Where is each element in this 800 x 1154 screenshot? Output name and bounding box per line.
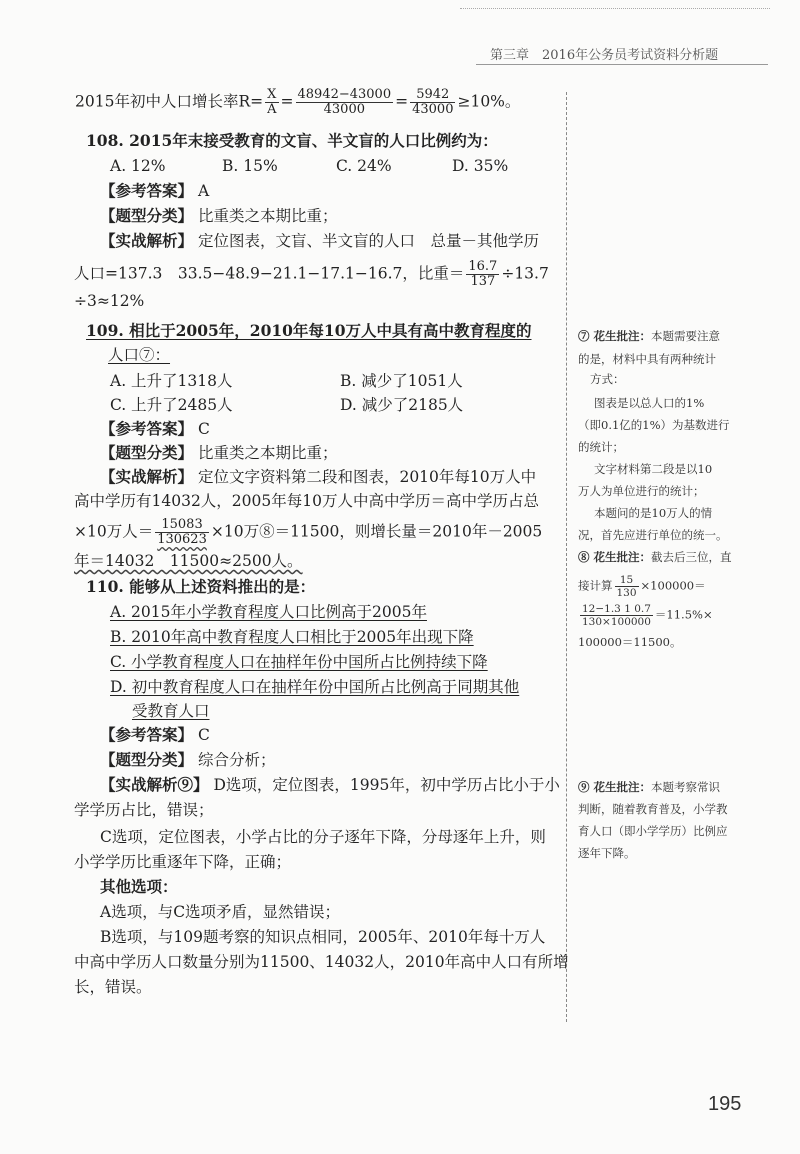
side-note-7-line2: 的是，材料中具有两种统计 bbox=[578, 352, 716, 366]
margin-divider bbox=[566, 92, 567, 1022]
side-note-7-line10: 况，首先应进行单位的统一。 bbox=[578, 528, 728, 542]
q110-analysis-line2: 学学历占比，错误； bbox=[74, 801, 214, 819]
q109-stem: 109. 相比于2005年，2010年每10万人中具有高中教育程度的 bbox=[86, 321, 532, 340]
q110-answer: 【参考答案】 C bbox=[100, 725, 210, 744]
growth-rate-formula: 2015年初中人口增长率R= $\frac{X}{A}$ = $\frac{48942-43000}{43000}$ = $\frac{5942}{43000}$ ≥10%。 bbox=[75, 87, 521, 117]
q108-option-c: C. 24% bbox=[336, 157, 392, 175]
q108-analysis-line2: 人口=137.3 33.5−48.9−21.1−17.1−16.7，比重＝ $\frac{16.7}{137}$ ÷13.7 bbox=[74, 259, 549, 289]
side-note-7-line7: 文字材料第二段是以10 bbox=[594, 462, 713, 476]
q109-option-c: C. 上升了2485人 bbox=[110, 396, 233, 414]
side-note-7-line9: 本题问的是10万人的情 bbox=[594, 506, 713, 520]
q109-analysis: 【实战解析】 定位文字资料第二段和图表，2010年每10万人中 bbox=[100, 467, 537, 486]
side-note-7-line3: 方式： bbox=[590, 372, 625, 386]
side-note-9: ⑨ 花生批注：本题考察常识 bbox=[578, 780, 721, 794]
q109-type: 【题型分类】 比重类之本期比重； bbox=[100, 443, 338, 462]
q110-analysis-line3: C选项，定位图表，小学占比的分子逐年下降，分母逐年上升，则 bbox=[100, 828, 546, 846]
side-note-7-line6: 的统计； bbox=[578, 440, 624, 454]
q109-analysis-line2: 高中学历有14032人，2005年每10万人中高中学历＝高中学历占总 bbox=[74, 492, 539, 510]
q108-stem: 108. 2015年末接受教育的文盲、半文盲的人口比例约为： bbox=[86, 131, 498, 150]
side-note-7-line5: （即0.1亿的1%）为基数进行 bbox=[578, 418, 730, 432]
q110-others-1: A选项，与C选项矛盾，显然错误； bbox=[100, 903, 341, 921]
side-note-9-line4: 逐年下降。 bbox=[578, 846, 636, 860]
q108-analysis: 【实战解析】 定位图表，文盲、半文盲的人口 总量－其他学历 bbox=[100, 231, 539, 250]
q110-option-b: B. 2010年高中教育程度人口相比于2005年出现下降 bbox=[110, 628, 474, 646]
q110-type: 【题型分类】 综合分析； bbox=[100, 750, 276, 769]
side-note-7-line4: 图表是以总人口的1% bbox=[594, 396, 705, 410]
side-note-8-line3: $\frac{12-1.3 1 0.7}{130\times 100000}$ ＝11.5%× bbox=[582, 603, 713, 628]
q110-others-2: B选项，与109题考察的知识点相同，2005年、2010年每十万人 bbox=[100, 928, 546, 946]
q108-answer: 【参考答案】 A bbox=[100, 181, 210, 200]
q110-option-d-cont: 受教育人口 bbox=[132, 702, 210, 720]
side-note-8: ⑧ 花生批注：截去后三位，直 bbox=[578, 550, 732, 564]
q110-others-4: 长，错误。 bbox=[74, 978, 152, 996]
side-note-9-line3: 育人口（即小学学历）比例应 bbox=[578, 824, 728, 838]
q109-analysis-line4: 年＝14032 11500≈2500人。 bbox=[74, 552, 303, 570]
q110-option-d: D. 初中教育程度人口在抽样年份中国所占比例高于同期其他 bbox=[110, 678, 520, 696]
q109-stem-line2: 人口⑦： bbox=[108, 346, 171, 364]
q110-option-a: A. 2015年小学教育程度人口比例高于2005年 bbox=[110, 603, 427, 621]
q109-answer: 【参考答案】 C bbox=[100, 419, 210, 438]
chapter-header: 第三章 2016年公务员考试资料分析题 bbox=[490, 48, 719, 63]
page-number: 195 bbox=[708, 1093, 742, 1115]
q108-analysis-line3: ÷3≈12% bbox=[74, 292, 145, 310]
q110-others-label: 其他选项： bbox=[100, 877, 178, 896]
q110-analysis-line4: 小学学历比重逐年下降，正确； bbox=[74, 853, 292, 871]
side-note-7: ⑦ 花生批注：本题需要注意 bbox=[578, 329, 721, 343]
side-note-8-line2: 接计算 $\frac{15}{130}$ ×100000＝ bbox=[578, 574, 706, 599]
q108-option-a: A. 12% bbox=[110, 157, 166, 175]
side-note-8-line4: 100000＝11500。 bbox=[578, 635, 682, 649]
q110-option-c: C. 小学教育程度人口在抽样年份中国所占比例持续下降 bbox=[110, 653, 488, 671]
side-note-7-line8: 万人为单位进行的统计； bbox=[578, 484, 705, 498]
q109-analysis-line3: ×10万人＝ $\frac{15083}{130623}$ ×10万⑧＝11500，则增长量＝2010年－2005 bbox=[74, 517, 543, 547]
q108-type: 【题型分类】 比重类之本期比重； bbox=[100, 206, 338, 225]
q110-stem: 110. 能够从上述资料推出的是： bbox=[86, 577, 316, 596]
header-rule bbox=[476, 64, 768, 65]
q109-option-a: A. 上升了1318人 bbox=[110, 372, 233, 390]
q109-option-b: B. 减少了1051人 bbox=[340, 372, 463, 390]
q109-option-d: D. 减少了2185人 bbox=[340, 396, 464, 414]
q110-others-3: 中高中学历人口数量分别为11500、14032人，2010年高中人口有所增 bbox=[74, 953, 569, 971]
q108-option-b: B. 15% bbox=[222, 157, 278, 175]
top-rule bbox=[460, 8, 770, 9]
side-note-9-line2: 判断，随着教育普及，小学教 bbox=[578, 802, 728, 816]
q110-analysis: 【实战解析⑨】 D选项，定位图表，1995年，初中学历占比小于小 bbox=[100, 775, 560, 794]
q108-option-d: D. 35% bbox=[452, 157, 509, 175]
